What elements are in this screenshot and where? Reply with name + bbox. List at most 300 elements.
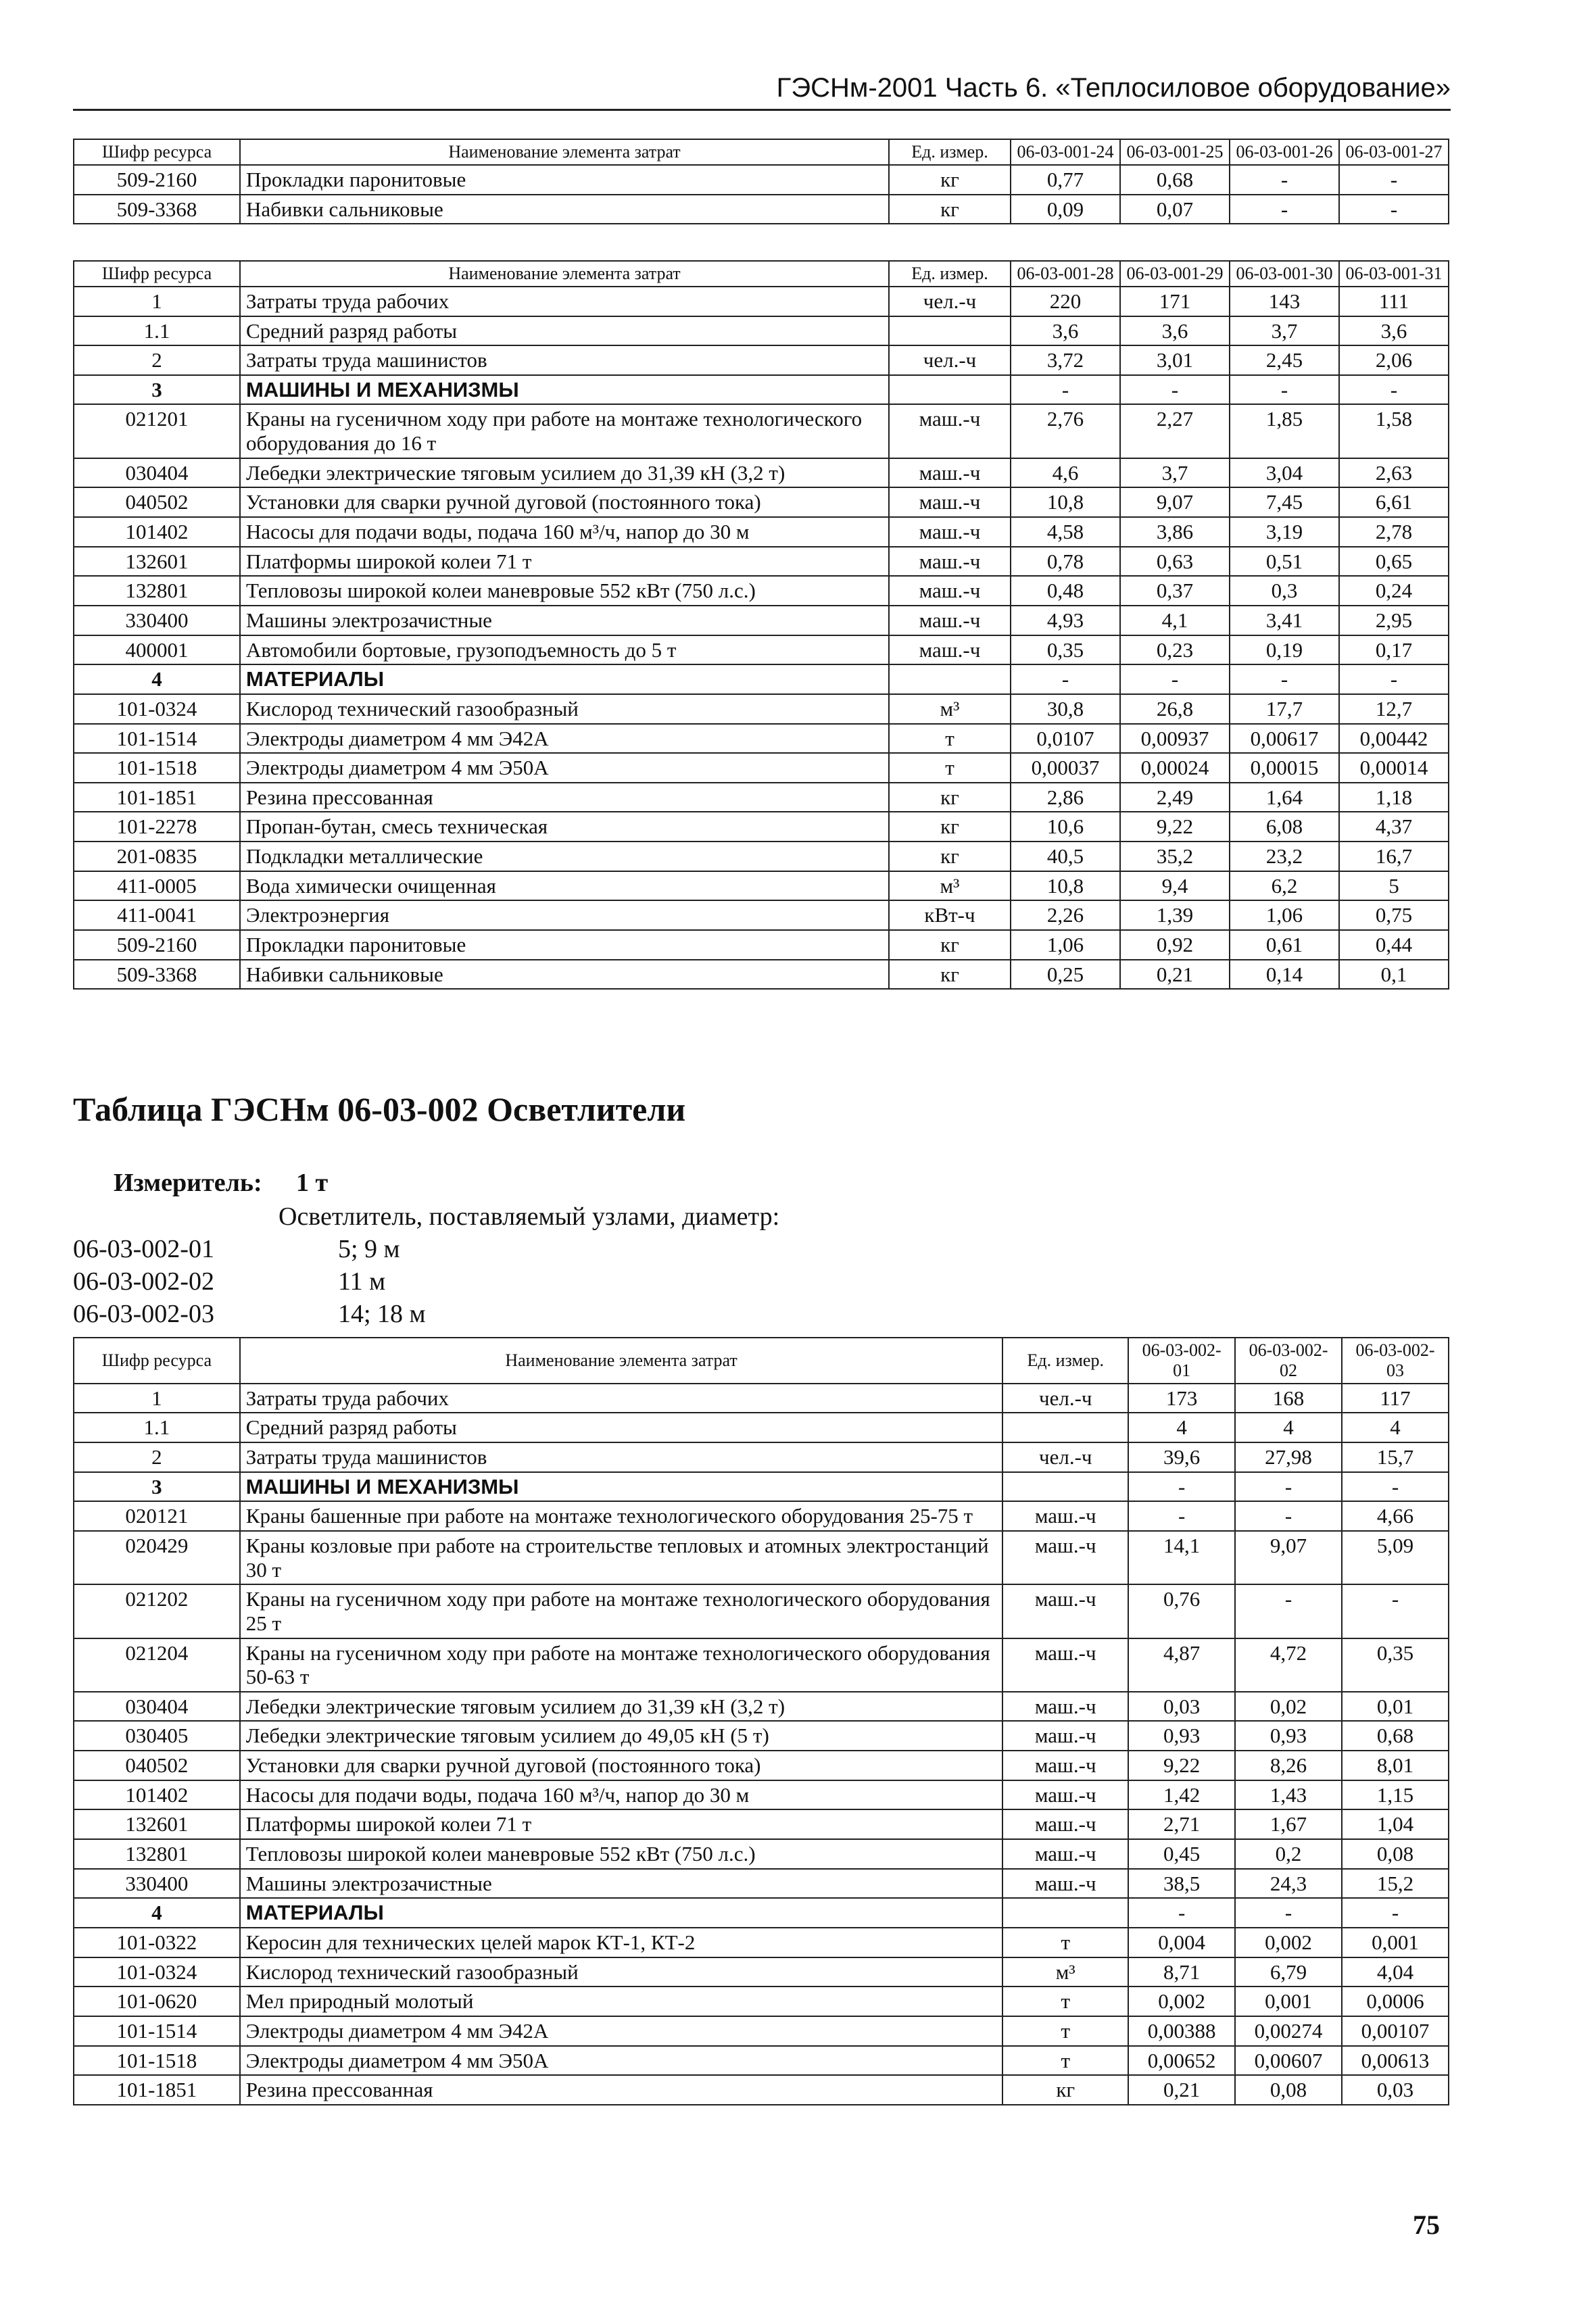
table-row [74,404,1449,458]
value-cell: 0,63 [1120,547,1230,577]
value-cell: 1,64 [1230,783,1339,812]
value-cell: 1,85 [1230,404,1339,458]
value-cell: 2,86 [1011,783,1120,812]
unit-cell: чел.-ч [889,287,1011,316]
unit-cell: маш.-ч [1002,1692,1128,1722]
value-cell: - [1342,1898,1449,1928]
resource-code-cell: 2 [74,1442,240,1472]
unit-cell: кг [889,783,1011,812]
cost-element-cell: Резина прессованная [240,2075,1003,2105]
resource-code-cell: 400001 [74,635,240,665]
table-row [74,345,1449,375]
cost-element-cell: МАШИНЫ И МЕХАНИЗМЫ [240,375,889,405]
unit-cell: кВт-ч [889,900,1011,930]
value-cell: 0,37 [1120,576,1230,606]
variant-code: 06-03-002-01 [73,1235,214,1263]
value-cell: 173 [1128,1384,1235,1413]
value-cell: 1,58 [1339,404,1449,458]
value-cell: 1,39 [1120,900,1230,930]
value-cell: 0,00607 [1235,2046,1342,2076]
value-cell: 0,00024 [1120,753,1230,783]
value-cell: 0,17 [1339,635,1449,665]
value-cell: 35,2 [1120,842,1230,871]
value-cell: - [1128,1472,1235,1502]
value-cell: 4,66 [1342,1501,1449,1531]
resource-code-cell: 3 [74,375,240,405]
resource-table-001-28-31 [73,260,1449,990]
value-cell: 1,67 [1235,1809,1342,1839]
value-cell: - [1230,664,1339,694]
value-cell: 9,07 [1235,1531,1342,1584]
header-norm-code: 06-03-001-26 [1230,139,1339,165]
value-cell: 8,26 [1235,1751,1342,1780]
header-resource-code: Шифр ресурса [74,261,240,287]
table-row [74,547,1449,577]
header-norm-code: 06-03-001-31 [1339,261,1449,287]
unit-cell: маш.-ч [889,487,1011,517]
value-cell: 9,07 [1120,487,1230,517]
cost-element-cell: Пропан-бутан, смесь техническая [240,812,889,842]
unit-cell: маш.-ч [1002,1531,1128,1584]
unit-cell: маш.-ч [1002,1780,1128,1810]
value-cell: 0,001 [1342,1928,1449,1957]
resource-code-cell: 4 [74,1898,240,1928]
value-cell: 0,24 [1339,576,1449,606]
value-cell: 4,72 [1235,1638,1342,1692]
unit-cell: маш.-ч [889,576,1011,606]
cost-element-cell: МАТЕРИАЛЫ [240,664,889,694]
cost-element-cell: Платформы широкой колеи 71 т [240,1809,1003,1839]
value-cell: 0,68 [1120,165,1230,195]
resource-code-cell: 201-0835 [74,842,240,871]
value-cell: 17,7 [1230,694,1339,724]
table-row [74,2046,1449,2076]
unit-cell: маш.-ч [889,458,1011,488]
resource-table-002 [73,1337,1449,2105]
value-cell: 3,6 [1339,316,1449,346]
cost-element-cell: Электроды диаметром 4 мм Э50А [240,753,889,783]
table-row [74,842,1449,871]
cost-element-cell: Резина прессованная [240,783,889,812]
cost-element-cell: Средний разряд работы [240,316,889,346]
table-row [74,287,1449,316]
cost-element-cell: Краны на гусеничном ходу при работе на монтаже технологического оборудования 25 т [240,1584,1003,1638]
value-cell: 38,5 [1128,1869,1235,1899]
section-row [74,1898,1449,1928]
resource-code-cell: 101-1518 [74,753,240,783]
cost-element-cell: Краны козловые при работе на строительстве тепловых и атомных электростанций 30 т [240,1531,1003,1584]
cost-element-cell: Электроэнергия [240,900,889,930]
table-row [74,487,1449,517]
value-cell: - [1339,664,1449,694]
resource-code-cell: 020121 [74,1501,240,1531]
value-cell: 4,37 [1339,812,1449,842]
value-cell: - [1128,1898,1235,1928]
value-cell: 2,45 [1230,345,1339,375]
resource-code-cell: 509-2160 [74,165,240,195]
unit-cell: чел.-ч [889,345,1011,375]
value-cell: 0,09 [1011,195,1120,224]
value-cell: 39,6 [1128,1442,1235,1472]
table-title: Таблица ГЭСНм 06-03-002 Осветлители [73,1090,686,1128]
cost-element-cell: Прокладки паронитовые [240,930,889,960]
cost-element-cell: Лебедки электрические тяговым усилием до 31,39 кН (3,2 т) [240,458,889,488]
resource-code-cell: 411-0041 [74,900,240,930]
cost-element-cell: Лебедки электрические тяговым усилием до 49,05 кН (5 т) [240,1721,1003,1751]
value-cell: 117 [1342,1384,1449,1413]
unit-cell: маш.-ч [889,606,1011,635]
value-cell: 2,49 [1120,783,1230,812]
value-cell: 3,41 [1230,606,1339,635]
header-norm-code: 06-03-001-27 [1339,139,1449,165]
value-cell: 8,71 [1128,1957,1235,1987]
value-cell: 0,002 [1128,1987,1235,2016]
value-cell: 6,61 [1339,487,1449,517]
unit-cell: маш.-ч [1002,1584,1128,1638]
table-row [74,724,1449,754]
resource-code-cell: 101-1518 [74,2046,240,2076]
unit-cell: маш.-ч [889,547,1011,577]
value-cell: 3,6 [1011,316,1120,346]
cost-element-cell: Подкладки металлические [240,842,889,871]
unit-cell: т [889,724,1011,754]
cost-element-cell: Установки для сварки ручной дуговой (постоянного тока) [240,1751,1003,1780]
value-cell: - [1235,1472,1342,1502]
value-cell: 1,42 [1128,1780,1235,1810]
value-cell: 0,68 [1342,1721,1449,1751]
table-row [74,812,1449,842]
value-cell: - [1230,195,1339,224]
unit-cell: м³ [1002,1957,1128,1987]
value-cell: - [1011,375,1120,405]
value-cell: 9,22 [1120,812,1230,842]
value-cell: 0,03 [1342,2075,1449,2105]
running-header: ГЭСНм-2001 Часть 6. «Теплосиловое оборудование» [73,73,1451,111]
unit-cell: чел.-ч [1002,1384,1128,1413]
value-cell: 0,00652 [1128,2046,1235,2076]
value-cell: 3,19 [1230,517,1339,547]
value-cell: 26,8 [1120,694,1230,724]
table-row [74,871,1449,901]
table-row [74,900,1449,930]
cost-element-cell: Кислород технический газообразный [240,694,889,724]
table-header-row [74,1338,1449,1384]
table-row [74,1638,1449,1692]
cost-element-cell: Керосин для технических целей марок КТ-1, КТ-2 [240,1928,1003,1957]
cost-element-cell: Краны на гусеничном ходу при работе на монтаже технологического оборудования до 16 т [240,404,889,458]
cost-element-cell: Средний разряд работы [240,1413,1003,1442]
unit-cell [889,375,1011,405]
header-norm-code: 06-03-001-24 [1011,139,1120,165]
cost-element-cell: Автомобили бортовые, грузоподъемность до 5 т [240,635,889,665]
variants-intro: Осветлитель, поставляемый узлами, диаметр: [279,1202,780,1231]
unit-cell: маш.-ч [1002,1869,1128,1899]
table-row [74,1501,1449,1531]
value-cell: 0,25 [1011,960,1120,990]
value-cell: - [1235,1898,1342,1928]
value-cell: - [1339,375,1449,405]
variant-code: 06-03-002-03 [73,1300,214,1328]
value-cell: 30,8 [1011,694,1120,724]
cost-element-cell: Установки для сварки ручной дуговой (постоянного тока) [240,487,889,517]
header-unit: Ед. измер. [1002,1338,1128,1384]
resource-code-cell: 101402 [74,1780,240,1810]
value-cell: 0,001 [1235,1987,1342,2016]
resource-code-cell: 030404 [74,458,240,488]
unit-cell [889,316,1011,346]
cost-element-cell: Тепловозы широкой колеи маневровые 552 кВт (750 л.с.) [240,576,889,606]
header-resource-code: Шифр ресурса [74,1338,240,1384]
resource-code-cell: 1 [74,287,240,316]
value-cell: 0,76 [1128,1584,1235,1638]
table-row [74,753,1449,783]
resource-code-cell: 101-0324 [74,1957,240,1987]
resource-code-cell: 509-3368 [74,195,240,224]
table-row [74,1442,1449,1472]
cost-element-cell: Тепловозы широкой колеи маневровые 552 кВт (750 л.с.) [240,1839,1003,1869]
unit-cell: т [889,753,1011,783]
value-cell: 0,19 [1230,635,1339,665]
value-cell: - [1128,1501,1235,1531]
value-cell: 0,45 [1128,1839,1235,1869]
value-cell: - [1235,1501,1342,1531]
value-cell: 0,35 [1011,635,1120,665]
unit-cell [1002,1472,1128,1502]
unit-cell [1002,1898,1128,1928]
value-cell: 4,6 [1011,458,1120,488]
value-cell: 10,8 [1011,487,1120,517]
value-cell: 0,002 [1235,1928,1342,1957]
value-cell: 23,2 [1230,842,1339,871]
value-cell: 0,00617 [1230,724,1339,754]
unit-cell: кг [889,165,1011,195]
value-cell: - [1235,1584,1342,1638]
unit-cell [889,664,1011,694]
resource-code-cell: 101-1514 [74,724,240,754]
unit-cell: маш.-ч [1002,1721,1128,1751]
cost-element-cell: Машины электрозачистные [240,1869,1003,1899]
cost-element-cell: Насосы для подачи воды, подача 160 м³/ч, напор до 30 м [240,517,889,547]
value-cell: 0,03 [1128,1692,1235,1722]
table-row [74,1957,1449,1987]
resource-code-cell: 040502 [74,1751,240,1780]
value-cell: 27,98 [1235,1442,1342,1472]
cost-element-cell: Платформы широкой колеи 71 т [240,547,889,577]
value-cell: 168 [1235,1384,1342,1413]
cost-element-cell: Электроды диаметром 4 мм Э50А [240,2046,1003,2076]
cost-element-cell: Машины электрозачистные [240,606,889,635]
cost-element-cell: МАШИНЫ И МЕХАНИЗМЫ [240,1472,1003,1502]
resource-code-cell: 021202 [74,1584,240,1638]
variant-row [73,1234,400,1264]
value-cell: 4,1 [1120,606,1230,635]
table-row [74,1751,1449,1780]
value-cell: 143 [1230,287,1339,316]
value-cell: 5,09 [1342,1531,1449,1584]
table-row [74,195,1449,224]
value-cell: 0,77 [1011,165,1120,195]
value-cell: 4 [1235,1413,1342,1442]
unit-cell: т [1002,2046,1128,2076]
value-cell: 0,93 [1235,1721,1342,1751]
value-cell: 0,61 [1230,930,1339,960]
unit-cell: кг [889,930,1011,960]
value-cell: - [1342,1584,1449,1638]
value-cell: - [1120,375,1230,405]
value-cell: - [1339,195,1449,224]
table-row [74,606,1449,635]
unit-cell: маш.-ч [889,517,1011,547]
resource-code-cell: 1.1 [74,1413,240,1442]
header-norm-code: 06-03-002-02 [1235,1338,1342,1384]
value-cell: 2,71 [1128,1809,1235,1839]
section-row [74,664,1449,694]
value-cell: 0,08 [1342,1839,1449,1869]
value-cell: 0,78 [1011,547,1120,577]
resource-code-cell: 132801 [74,1839,240,1869]
resource-code-cell: 132801 [74,576,240,606]
value-cell: 0,00274 [1235,2016,1342,2046]
value-cell: 4,87 [1128,1638,1235,1692]
table-row [74,1780,1449,1810]
value-cell: 16,7 [1339,842,1449,871]
value-cell: 1,18 [1339,783,1449,812]
value-cell: 0,21 [1120,960,1230,990]
variant-row [73,1267,385,1296]
value-cell: 0,75 [1339,900,1449,930]
table-row [74,1721,1449,1751]
unit-cell: кг [1002,2075,1128,2105]
resource-code-cell: 1 [74,1384,240,1413]
resource-code-cell: 030405 [74,1721,240,1751]
value-cell: 0,00107 [1342,2016,1449,2046]
value-cell: 4 [1342,1413,1449,1442]
table-row [74,316,1449,346]
header-norm-code: 06-03-001-28 [1011,261,1120,287]
value-cell: 0,2 [1235,1839,1342,1869]
value-cell: 4,04 [1342,1957,1449,1987]
value-cell: 1,15 [1342,1780,1449,1810]
resource-code-cell: 509-2160 [74,930,240,960]
value-cell: 15,2 [1342,1869,1449,1899]
table-row [74,1928,1449,1957]
table-row [74,1869,1449,1899]
value-cell: 0,21 [1128,2075,1235,2105]
resource-code-cell: 101-0324 [74,694,240,724]
value-cell: 0,1 [1339,960,1449,990]
value-cell: 0,004 [1128,1928,1235,1957]
header-cost-element: Наименование элемента затрат [240,1338,1003,1384]
page-number: 75 [1413,2210,1440,2240]
unit-cell: маш.-ч [1002,1751,1128,1780]
cost-element-cell: Электроды диаметром 4 мм Э42А [240,724,889,754]
cost-element-cell: Прокладки паронитовые [240,165,889,195]
cost-element-cell: Мел природный молотый [240,1987,1003,2016]
cost-element-cell: Лебедки электрические тяговым усилием до 31,39 кН (3,2 т) [240,1692,1003,1722]
table-row [74,2016,1449,2046]
value-cell: 0,00014 [1339,753,1449,783]
value-cell: 0,00613 [1342,2046,1449,2076]
table-row [74,1584,1449,1638]
value-cell: 0,00937 [1120,724,1230,754]
value-cell: 3,7 [1230,316,1339,346]
header-cost-element: Наименование элемента затрат [240,139,889,165]
value-cell: 3,04 [1230,458,1339,488]
resource-code-cell: 101-0322 [74,1928,240,1957]
value-cell: 0,14 [1230,960,1339,990]
cost-element-cell: МАТЕРИАЛЫ [240,1898,1003,1928]
value-cell: 171 [1120,287,1230,316]
table-header-row [74,139,1449,165]
value-cell: 0,08 [1235,2075,1342,2105]
header-norm-code: 06-03-001-30 [1230,261,1339,287]
value-cell: 2,63 [1339,458,1449,488]
value-cell: 0,02 [1235,1692,1342,1722]
unit-cell: маш.-ч [1002,1809,1128,1839]
value-cell: 0,23 [1120,635,1230,665]
cost-element-cell: Электроды диаметром 4 мм Э42А [240,2016,1003,2046]
value-cell: 12,7 [1339,694,1449,724]
table-row [74,783,1449,812]
variant-description: 14; 18 м [338,1300,426,1328]
value-cell: 0,00442 [1339,724,1449,754]
header-cost-element: Наименование элемента затрат [240,261,889,287]
header-unit: Ед. измер. [889,139,1011,165]
unit-cell: маш.-ч [889,635,1011,665]
resource-code-cell: 132601 [74,547,240,577]
unit-cell: маш.-ч [889,404,1011,458]
resource-code-cell: 3 [74,1472,240,1502]
section-row [74,1472,1449,1502]
value-cell: 2,26 [1011,900,1120,930]
variant-code: 06-03-002-02 [73,1267,214,1296]
table-row [74,694,1449,724]
value-cell: 0,48 [1011,576,1120,606]
value-cell: 6,08 [1230,812,1339,842]
cost-element-cell: Вода химически очищенная [240,871,889,901]
unit-cell: т [1002,2016,1128,2046]
resource-code-cell: 132601 [74,1809,240,1839]
table-row [74,1384,1449,1413]
value-cell: 3,7 [1120,458,1230,488]
unit-cell: маш.-ч [1002,1638,1128,1692]
resource-code-cell: 101-1851 [74,2075,240,2105]
value-cell: - [1342,1472,1449,1502]
value-cell: 2,06 [1339,345,1449,375]
value-cell: 111 [1339,287,1449,316]
table-row [74,635,1449,665]
value-cell: 9,4 [1120,871,1230,901]
measure-value: 1 т [296,1169,329,1197]
table-row [74,517,1449,547]
value-cell: - [1120,664,1230,694]
value-cell: - [1011,664,1120,694]
value-cell: 3,72 [1011,345,1120,375]
table-row [74,930,1449,960]
resource-code-cell: 030404 [74,1692,240,1722]
value-cell: 1,04 [1342,1809,1449,1839]
unit-cell: кг [889,812,1011,842]
value-cell: 4,93 [1011,606,1120,635]
header-unit: Ед. измер. [889,261,1011,287]
cost-element-cell: Краны башенные при работе на монтаже технологического оборудования 25-75 т [240,1501,1003,1531]
value-cell: 0,65 [1339,547,1449,577]
value-cell: 0,35 [1342,1638,1449,1692]
value-cell: 1,06 [1230,900,1339,930]
cost-element-cell: Затраты труда машинистов [240,345,889,375]
unit-cell: маш.-ч [1002,1501,1128,1531]
value-cell: 220 [1011,287,1120,316]
